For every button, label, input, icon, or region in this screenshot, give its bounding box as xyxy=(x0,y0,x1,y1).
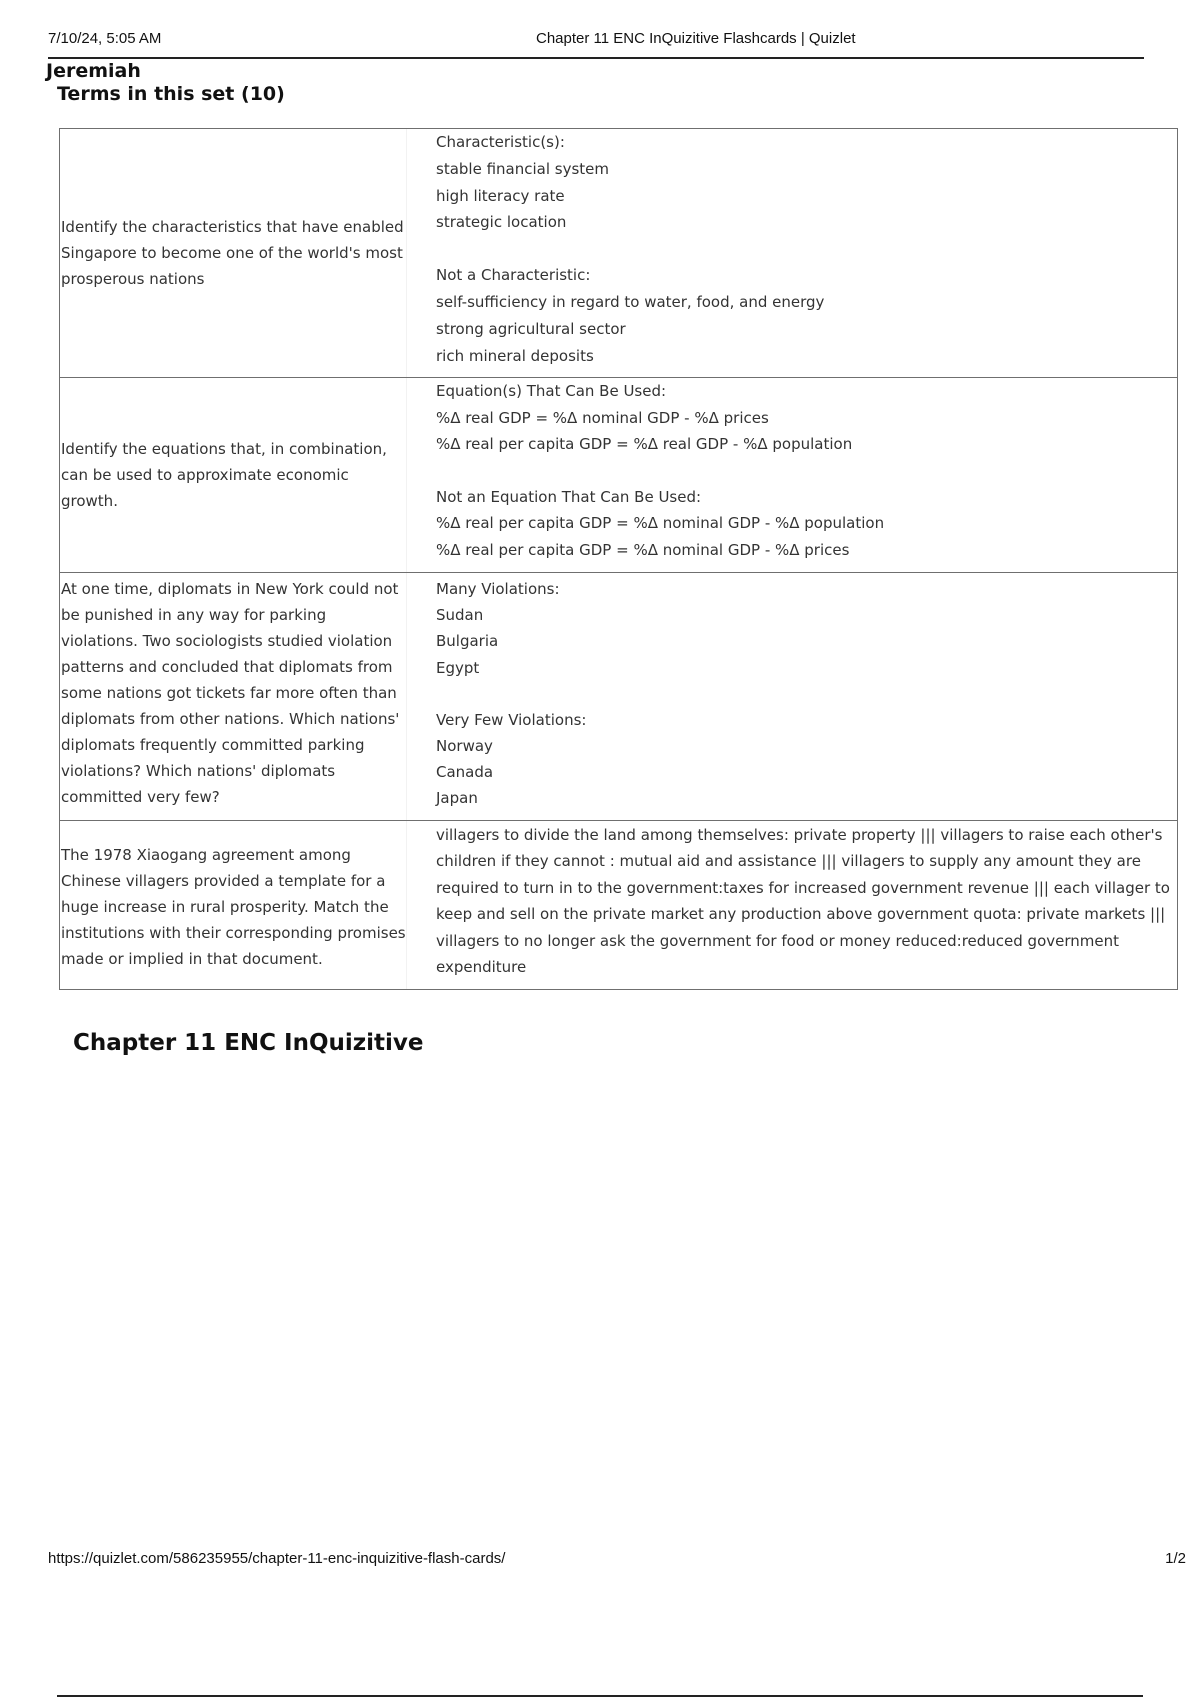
definition-line: %Δ real per capita GDP = %Δ nominal GDP - %Δ prices xyxy=(436,540,850,559)
definition-line: self-sufficiency in regard to water, food, and energy xyxy=(436,292,825,311)
definition-line: Bulgaria xyxy=(436,632,499,651)
definition-line: high literacy rate xyxy=(436,186,565,205)
definition-line: strategic location xyxy=(436,213,567,232)
terms-heading: Terms in this set (10) xyxy=(57,83,285,105)
definition-line: Egypt xyxy=(436,658,480,677)
flashcard-term: Identify the equations that, in combination, can be used to approximate economic growth. xyxy=(60,378,407,572)
flashcard-row xyxy=(60,377,1177,572)
definition-line: rich mineral deposits xyxy=(436,346,594,365)
definition-line: %Δ real per capita GDP = %Δ nominal GDP - %Δ population xyxy=(436,514,885,532)
definition-line: Not a Characteristic: xyxy=(436,266,591,285)
flashcard-definition xyxy=(407,129,1177,377)
flashcard-definition xyxy=(407,378,1177,572)
print-date: 7/10/24, 5:05 AM xyxy=(48,30,162,47)
flashcard-definition xyxy=(407,821,1177,989)
definition-spacer xyxy=(436,458,1177,484)
definition-line: stable financial system xyxy=(436,159,609,178)
definition-line: Sudan xyxy=(436,606,484,625)
definition-line: Characteristic(s): xyxy=(436,133,565,151)
footer-url[interactable]: https://quizlet.com/586235955/chapter-11-enc-inquizitive-flash-cards/ xyxy=(48,1550,506,1567)
page-number: 1/2 xyxy=(1165,1550,1186,1567)
definition-line: Very Few Violations: xyxy=(436,710,587,729)
definition-line: Canada xyxy=(436,763,494,782)
definition-line: strong agricultural sector xyxy=(436,319,626,338)
definition-line: Equation(s) That Can Be Used: xyxy=(436,382,667,400)
flashcard-term: Identify the characteristics that have enabled Singapore to become one of the world's most prosperous nations xyxy=(60,129,407,377)
definition-spacer xyxy=(436,681,1177,707)
definition-line: %Δ real per capita GDP = %Δ real GDP - %Δ population xyxy=(436,435,853,453)
definition-line: villagers to divide the land among themselves: private property ||| villagers to raise each other's children if they cannot : mutual aid and assistance ||| villagers to supply any amount they are required to turn in to the government:taxes for increased government revenue ||| each villager to keep and sell on the private market any production above government quota: private markets ||| villagers to no longer ask the government for food or money reduced:reduced government expenditure xyxy=(436,826,1170,977)
definition-line: Japan xyxy=(436,789,478,808)
print-title: Chapter 11 ENC InQuizitive Flashcards | Quizlet xyxy=(536,30,856,47)
definition-line: Not an Equation That Can Be Used: xyxy=(436,487,702,506)
definition-spacer xyxy=(436,236,1177,262)
definition-line: Many Violations: xyxy=(436,580,560,598)
flashcard-row xyxy=(60,129,1177,377)
flashcard-row xyxy=(60,572,1177,820)
flashcard-row xyxy=(60,820,1177,989)
bottom-divider xyxy=(57,1695,1143,1697)
definition-line: %Δ real GDP = %Δ nominal GDP - %Δ prices xyxy=(436,408,769,427)
definition-line: Norway xyxy=(436,737,493,756)
username[interactable]: Jeremiah xyxy=(46,60,141,82)
flashcard-term: The 1978 Xiaogang agreement among Chinese villagers provided a template for a huge increase in rural prosperity. Match the institutions with their corresponding promises made or implied in that document. xyxy=(60,821,407,989)
print-header xyxy=(48,29,1144,59)
flashcard-definition xyxy=(407,573,1177,820)
set-title[interactable]: Chapter 11 ENC InQuizitive xyxy=(73,1030,424,1056)
flashcard-term: At one time, diplomats in New York could not be punished in any way for parking violations. Two sociologists studied violation patterns and concluded that diplomats from some nations got tickets far more often than diplomats from other nations. Which nations' diplomats frequently committed parking violations? Which nations' diplomats committed very few? xyxy=(60,573,407,820)
terms-table xyxy=(59,128,1178,990)
